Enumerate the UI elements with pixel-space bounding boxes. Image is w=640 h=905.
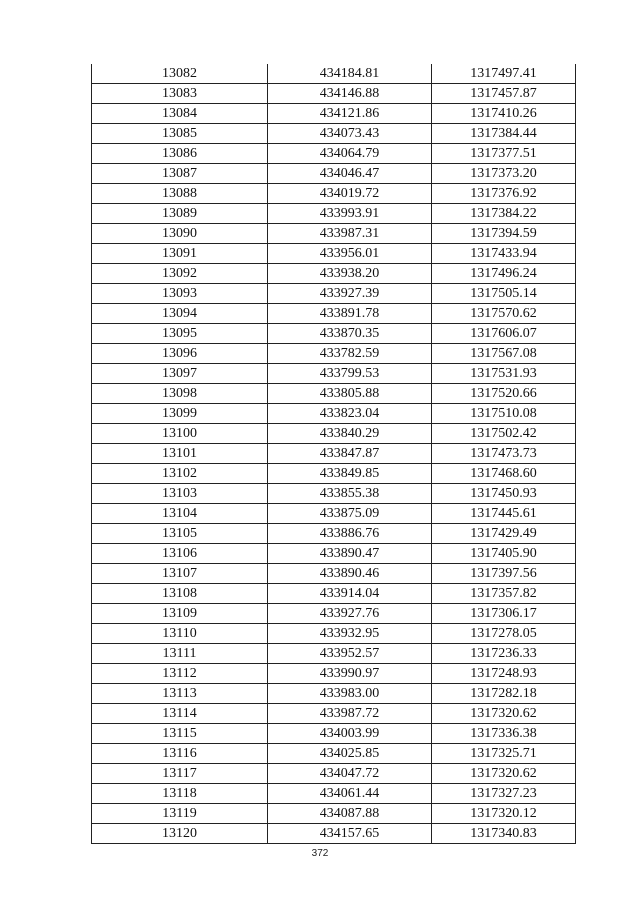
x-coordinate-cell: 434184.81 [268,64,432,84]
x-coordinate-cell: 433870.35 [268,324,432,344]
y-coordinate-cell: 1317320.62 [432,764,576,784]
x-coordinate-cell: 433875.09 [268,504,432,524]
point-id-cell: 13082 [92,64,268,84]
point-id-cell: 13101 [92,444,268,464]
point-id-cell: 13091 [92,244,268,264]
point-id-cell: 13119 [92,804,268,824]
table-row [92,564,576,584]
table-row [92,644,576,664]
y-coordinate-cell: 1317473.73 [432,444,576,464]
point-id-cell: 13092 [92,264,268,284]
x-coordinate-cell: 433987.31 [268,224,432,244]
y-coordinate-cell: 1317606.07 [432,324,576,344]
x-coordinate-cell: 434019.72 [268,184,432,204]
x-coordinate-cell: 433799.53 [268,364,432,384]
x-coordinate-cell: 434047.72 [268,764,432,784]
x-coordinate-cell: 434073.43 [268,124,432,144]
y-coordinate-cell: 1317531.93 [432,364,576,384]
y-coordinate-cell: 1317433.94 [432,244,576,264]
y-coordinate-cell: 1317384.22 [432,204,576,224]
point-id-cell: 13088 [92,184,268,204]
x-coordinate-cell: 433855.38 [268,484,432,504]
x-coordinate-cell: 434121.86 [268,104,432,124]
y-coordinate-cell: 1317410.26 [432,104,576,124]
x-coordinate-cell: 433847.87 [268,444,432,464]
point-id-cell: 13089 [92,204,268,224]
table-row [92,684,576,704]
table-row [92,264,576,284]
point-id-cell: 13095 [92,324,268,344]
y-coordinate-cell: 1317306.17 [432,604,576,624]
x-coordinate-cell: 433990.97 [268,664,432,684]
x-coordinate-cell: 433927.39 [268,284,432,304]
table-row [92,284,576,304]
point-id-cell: 13110 [92,624,268,644]
y-coordinate-cell: 1317248.93 [432,664,576,684]
x-coordinate-cell: 434061.44 [268,784,432,804]
table-row [92,64,576,84]
point-id-cell: 13096 [92,344,268,364]
table-row [92,84,576,104]
point-id-cell: 13090 [92,224,268,244]
x-coordinate-cell: 433782.59 [268,344,432,364]
point-id-cell: 13083 [92,84,268,104]
table-row [92,384,576,404]
point-id-cell: 13093 [92,284,268,304]
point-id-cell: 13108 [92,584,268,604]
table-row [92,404,576,424]
y-coordinate-cell: 1317340.83 [432,824,576,844]
y-coordinate-cell: 1317357.82 [432,584,576,604]
point-id-cell: 13116 [92,744,268,764]
x-coordinate-cell: 433886.76 [268,524,432,544]
y-coordinate-cell: 1317325.71 [432,744,576,764]
point-id-cell: 13102 [92,464,268,484]
y-coordinate-cell: 1317567.08 [432,344,576,364]
y-coordinate-cell: 1317502.42 [432,424,576,444]
x-coordinate-cell: 433993.91 [268,204,432,224]
x-coordinate-cell: 433840.29 [268,424,432,444]
page-number: 372 [311,848,329,859]
x-coordinate-cell: 434064.79 [268,144,432,164]
x-coordinate-cell: 433938.20 [268,264,432,284]
x-coordinate-cell: 433849.85 [268,464,432,484]
point-id-cell: 13111 [92,644,268,664]
y-coordinate-cell: 1317496.24 [432,264,576,284]
table-row [92,704,576,724]
table-row [92,304,576,324]
table-row [92,584,576,604]
x-coordinate-cell: 433983.00 [268,684,432,704]
table-row [92,424,576,444]
point-id-cell: 13117 [92,764,268,784]
x-coordinate-cell: 433890.46 [268,564,432,584]
table-row [92,184,576,204]
table-row [92,524,576,544]
y-coordinate-cell: 1317445.61 [432,504,576,524]
y-coordinate-cell: 1317373.20 [432,164,576,184]
table-row [92,604,576,624]
coordinate-table [91,64,576,844]
x-coordinate-cell: 434025.85 [268,744,432,764]
y-coordinate-cell: 1317450.93 [432,484,576,504]
point-id-cell: 13109 [92,604,268,624]
y-coordinate-cell: 1317405.90 [432,544,576,564]
x-coordinate-cell: 433952.57 [268,644,432,664]
point-id-cell: 13104 [92,504,268,524]
y-coordinate-cell: 1317397.56 [432,564,576,584]
y-coordinate-cell: 1317505.14 [432,284,576,304]
point-id-cell: 13103 [92,484,268,504]
x-coordinate-cell: 434087.88 [268,804,432,824]
y-coordinate-cell: 1317510.08 [432,404,576,424]
table-row [92,804,576,824]
x-coordinate-cell: 434046.47 [268,164,432,184]
y-coordinate-cell: 1317520.66 [432,384,576,404]
point-id-cell: 13118 [92,784,268,804]
table-row [92,244,576,264]
y-coordinate-cell: 1317377.51 [432,144,576,164]
point-id-cell: 13094 [92,304,268,324]
y-coordinate-cell: 1317278.05 [432,624,576,644]
y-coordinate-cell: 1317282.18 [432,684,576,704]
x-coordinate-cell: 433823.04 [268,404,432,424]
table-row [92,724,576,744]
coordinate-table-body [92,64,576,844]
point-id-cell: 13099 [92,404,268,424]
y-coordinate-cell: 1317376.92 [432,184,576,204]
point-id-cell: 13097 [92,364,268,384]
point-id-cell: 13087 [92,164,268,184]
y-coordinate-cell: 1317327.23 [432,784,576,804]
x-coordinate-cell: 433805.88 [268,384,432,404]
y-coordinate-cell: 1317429.49 [432,524,576,544]
table-row [92,144,576,164]
y-coordinate-cell: 1317384.44 [432,124,576,144]
table-row [92,544,576,564]
y-coordinate-cell: 1317394.59 [432,224,576,244]
y-coordinate-cell: 1317320.62 [432,704,576,724]
table-row [92,784,576,804]
x-coordinate-cell: 433987.72 [268,704,432,724]
table-row [92,344,576,364]
point-id-cell: 13086 [92,144,268,164]
table-row [92,824,576,844]
y-coordinate-cell: 1317468.60 [432,464,576,484]
table-row [92,324,576,344]
table-row [92,104,576,124]
x-coordinate-cell: 433927.76 [268,604,432,624]
table-row [92,124,576,144]
x-coordinate-cell: 433956.01 [268,244,432,264]
table-row [92,764,576,784]
x-coordinate-cell: 434146.88 [268,84,432,104]
x-coordinate-cell: 433890.47 [268,544,432,564]
y-coordinate-cell: 1317570.62 [432,304,576,324]
table-row [92,444,576,464]
table-row [92,664,576,684]
table-row [92,504,576,524]
table-row [92,464,576,484]
x-coordinate-cell: 433932.95 [268,624,432,644]
point-id-cell: 13105 [92,524,268,544]
point-id-cell: 13098 [92,384,268,404]
point-id-cell: 13107 [92,564,268,584]
x-coordinate-cell: 434157.65 [268,824,432,844]
point-id-cell: 13112 [92,664,268,684]
y-coordinate-cell: 1317497.41 [432,64,576,84]
point-id-cell: 13085 [92,124,268,144]
x-coordinate-cell: 434003.99 [268,724,432,744]
point-id-cell: 13115 [92,724,268,744]
x-coordinate-cell: 433914.04 [268,584,432,604]
table-row [92,484,576,504]
point-id-cell: 13100 [92,424,268,444]
x-coordinate-cell: 433891.78 [268,304,432,324]
table-row [92,364,576,384]
point-id-cell: 13113 [92,684,268,704]
y-coordinate-cell: 1317457.87 [432,84,576,104]
y-coordinate-cell: 1317236.33 [432,644,576,664]
point-id-cell: 13084 [92,104,268,124]
point-id-cell: 13120 [92,824,268,844]
table-row [92,204,576,224]
table-row [92,164,576,184]
point-id-cell: 13106 [92,544,268,564]
table-row [92,624,576,644]
point-id-cell: 13114 [92,704,268,724]
y-coordinate-cell: 1317320.12 [432,804,576,824]
table-row [92,744,576,764]
table-row [92,224,576,244]
y-coordinate-cell: 1317336.38 [432,724,576,744]
